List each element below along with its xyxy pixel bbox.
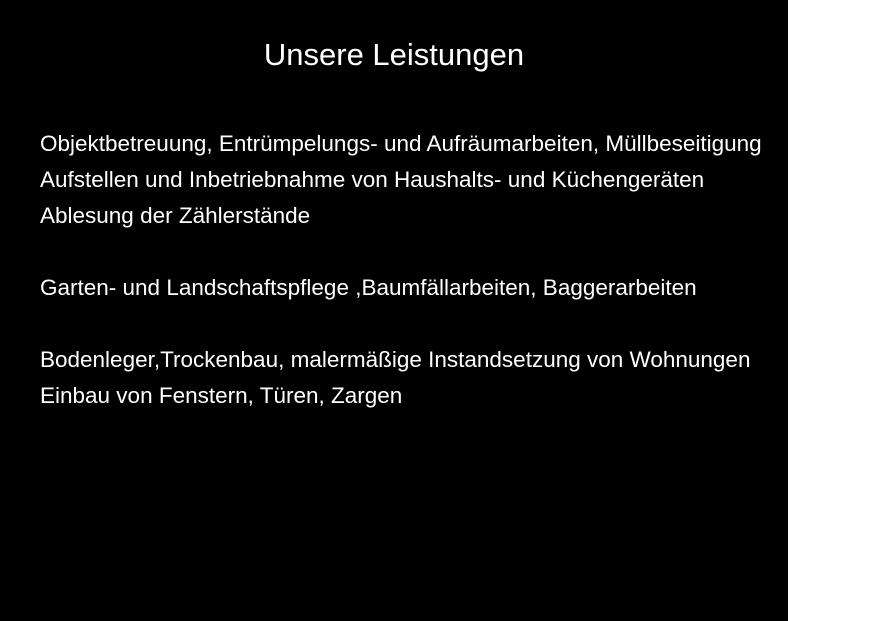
services-line: Objektbetreuung, Entrümpelungs- und Aufräumarbeiten, Müllbeseitigung xyxy=(40,131,762,156)
services-block-1 xyxy=(40,126,788,234)
services-line: Garten- und Landschaftspflege ,Baumfällarbeiten, Baggerarbeiten xyxy=(40,275,697,300)
services-line: Einbau von Fenstern, Türen, Zargen xyxy=(40,383,403,408)
services-block-3 xyxy=(40,342,788,414)
services-line: Aufstellen und Inbetriebnahme von Haushalts- und Küchengeräten xyxy=(40,167,705,192)
services-line: Ablesung der Zählerstände xyxy=(40,203,311,228)
services-line: Bodenleger,Trockenbau, malermäßige Instandsetzung von Wohnungen xyxy=(40,347,751,372)
services-block-2 xyxy=(40,270,788,306)
slide-title: Unsere Leistungen xyxy=(263,37,525,72)
